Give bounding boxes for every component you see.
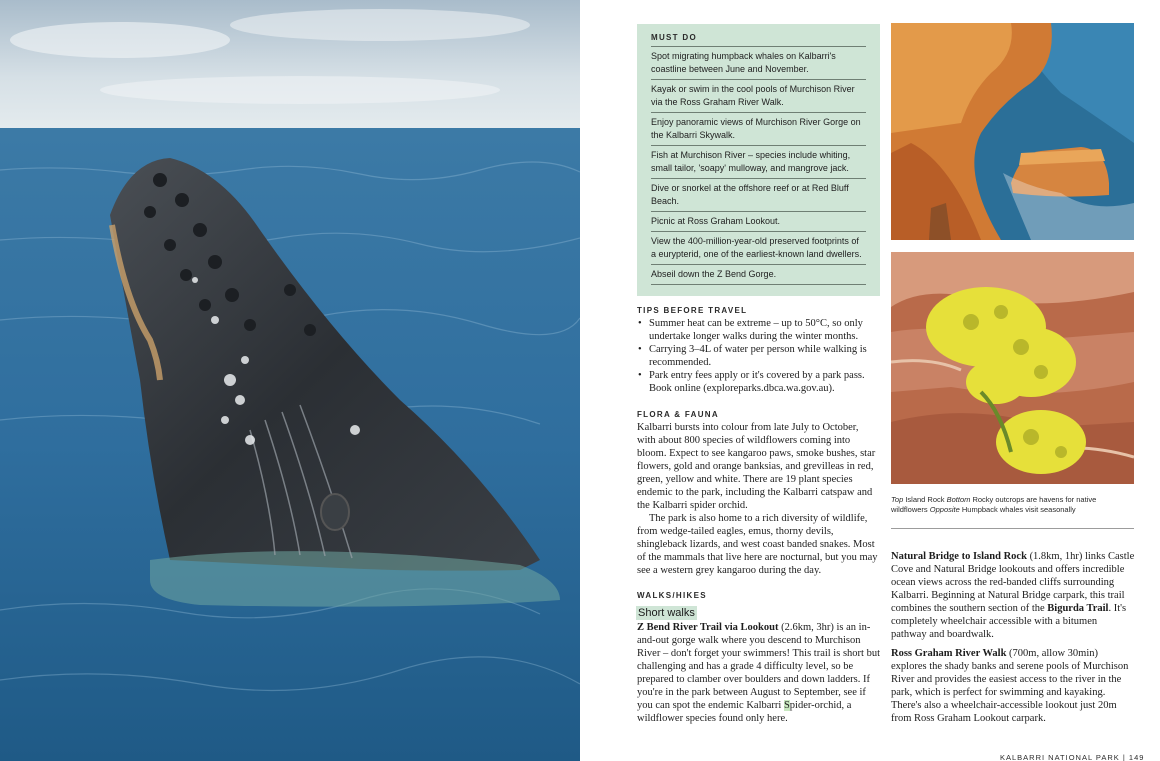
flora-paragraph: Kalbarri bursts into colour from late July to October, with about 800 species of wildflowers coming into bloom. Expect to see kangaroo paws, smoke bushes, star flowers, gold and orange banksias, and grevilleas in red, green, yellow and white. There are 19 plant species endemic to the park, including the Kalbarri catspaw and the Kalbarri spider orchid. — [637, 422, 876, 511]
caption-label: Opposite — [929, 505, 960, 514]
must-do-item: Dive or snorkel at the offshore reef or at Red Bluff Beach. — [651, 179, 866, 212]
caption-text: Island Rock — [903, 495, 947, 504]
caption-label: Top — [891, 495, 904, 504]
tips-heading: TIPS BEFORE TRAVEL — [637, 306, 748, 315]
flora-paragraph: The park is also home to a rich diversity of wildlife, from wedge-tailed eagles, emus, thorny devils, shingleback lizards, and west coast banded snakes. Most of the mammals that live here are nocturnal, but you may see a western grey kangaroo during the day. — [637, 513, 878, 576]
must-do-item: Fish at Murchison River – species include whiting, small tailor, 'soapy' mulloway, and mangrove jack. — [651, 146, 866, 179]
zbend-walk-text — [637, 621, 881, 725]
photo-caption — [891, 495, 1134, 515]
caption-text: Rocky outcrops are havens for native wildflowers — [891, 495, 1097, 514]
must-do-item: Picnic at Ross Graham Lookout. — [651, 212, 866, 232]
wildflowers-rock-photo — [891, 252, 1134, 484]
tips-item: • Summer heat can be extreme – up to 50°C, so only undertake longer walks during the winter months. — [637, 317, 877, 343]
must-do-item: Abseil down the Z Bend Gorge. — [651, 265, 866, 285]
tips-item: • Carrying 3–4L of water per person while walking is recommended. — [637, 343, 877, 369]
must-do-title: MUST DO — [651, 33, 866, 47]
short-walks-label: Short walks — [638, 607, 695, 619]
walk-name: Z Bend River Trail via Lookout — [637, 622, 779, 633]
tips-list — [637, 317, 877, 395]
must-do-item: Kayak or swim in the cool pools of Murchison River via the Ross Graham River Walk. — [651, 80, 866, 113]
walk-name: Ross Graham River Walk — [891, 648, 1007, 659]
right-walks-text — [891, 550, 1135, 725]
must-do-box — [637, 24, 880, 296]
flora-heading: FLORA & FAUNA — [637, 410, 719, 419]
walk-name: Natural Bridge to Island Rock — [891, 551, 1027, 562]
walk-desc: (700m, allow 30min) explores the shady banks and serene pools of Murchison River and provides the easiest access to the river in the park, which is perfect for swimming and kayaking. There's also a wheelchair-accessible lookout just 20m from Ross Graham Lookout carpark. — [891, 648, 1129, 724]
trail-name: Bigurda Trail — [1047, 603, 1109, 614]
highlight-mark: S — [783, 700, 790, 711]
caption-label: Bottom — [946, 495, 971, 504]
walk-desc: . It's completely wheelchair accessible with a bitumen pathway and boardwalk. — [891, 603, 1127, 640]
flora-text — [637, 421, 879, 577]
must-do-item: Enjoy panoramic views of Murchison River Gorge on the Kalbarri Skywalk. — [651, 113, 866, 146]
tips-item: • Park entry fees apply or it's covered by a park pass. Book online (exploreparks.dbca.wa.gov.au). — [637, 369, 877, 395]
caption-text: Humpback whales visit seasonally — [959, 505, 1076, 514]
must-do-item: Spot migrating humpback whales on Kalbarri's coastline between June and November. — [651, 47, 866, 80]
island-rock-photo — [891, 23, 1134, 240]
walk-desc: (1.8km, 1hr) links Castle Cove and Natural Bridge lookouts and offers incredible ocean views across the red-banded cliffs surrounding Kalbarri. Beginning at Natural Bridge carpark, this trail combines the southern section of the — [891, 551, 1135, 614]
walks-heading: WALKS/HIKES — [637, 591, 707, 600]
divider — [891, 528, 1134, 529]
page-folio: KALBARRI NATIONAL PARK | 149 — [1000, 753, 1145, 761]
must-do-item: View the 400-million-year-old preserved footprints of a eurypterid, one of the earliest-known land dwellers. — [651, 232, 866, 265]
walk-desc: (2.6km, 3hr) is an in-and-out gorge walk where you descend to Murchison River – don't forget your swimmers! This trail is short but challenging and has a grade 4 difficulty level, so be prepared to clamber over boulders and down ladders. If you're in the park between August to September, see if you can spot the endemic Kalbarri — [637, 622, 880, 711]
walk-desc: pider-orchid, a wildflower species found only here. — [637, 700, 852, 724]
